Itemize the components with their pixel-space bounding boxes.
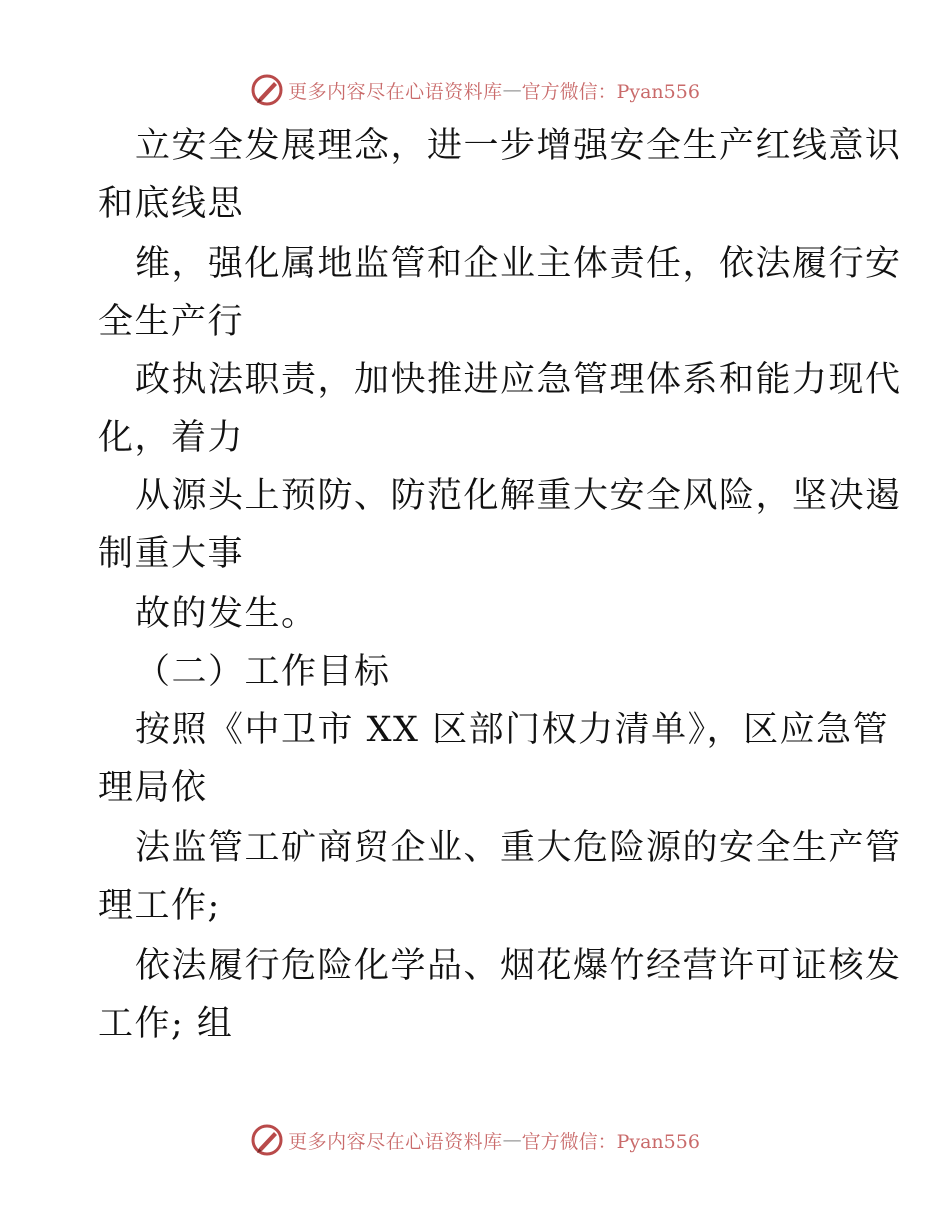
text-line: 和底线思 bbox=[98, 184, 245, 224]
header-separator: — bbox=[502, 79, 522, 101]
text-line: 按照《中卫市 XX 区部门权力清单》，区应急管 bbox=[135, 710, 890, 750]
pen-logo-icon bbox=[250, 73, 284, 107]
header-brand-text: 更多内容尽在心语资料库 bbox=[288, 80, 503, 103]
text-line: 理工作; bbox=[98, 886, 221, 926]
text-line: 依法履行危险化学品、烟花爆竹经营许可证核发 bbox=[135, 946, 902, 986]
footer-brand-text: 更多内容尽在心语资料库 bbox=[288, 1130, 503, 1153]
text-line: 维，强化属地监管和企业主体责任，依法履行安 bbox=[135, 244, 902, 284]
text-line: 全生产行 bbox=[98, 302, 245, 342]
footer-separator: — bbox=[502, 1129, 522, 1151]
text-line: 法监管工矿商贸企业、重大危险源的安全生产管 bbox=[135, 828, 902, 868]
footer-wechat-text: 官方微信：Pyan556 bbox=[521, 1130, 700, 1153]
text-line: 化，着力 bbox=[98, 418, 245, 458]
text-line: 立安全发展理念，进一步增强安全生产红线意识 bbox=[135, 126, 902, 166]
text-line: 制重大事 bbox=[98, 534, 245, 574]
text-line: 政执法职责，加快推进应急管理体系和能力现代 bbox=[135, 360, 902, 400]
footer-banner bbox=[0, 1120, 950, 1160]
text-line: 理局依 bbox=[98, 768, 208, 808]
text-line: 故的发生。 bbox=[135, 594, 318, 634]
pen-logo-icon bbox=[250, 1123, 284, 1157]
header-banner bbox=[0, 70, 950, 110]
text-line: 从源头上预防、防范化解重大安全风险，坚决遏 bbox=[135, 476, 902, 516]
section-heading: （二）工作目标 bbox=[135, 652, 391, 692]
text-line: 工作; 组 bbox=[98, 1004, 234, 1044]
header-wechat-text: 官方微信：Pyan556 bbox=[521, 80, 700, 103]
